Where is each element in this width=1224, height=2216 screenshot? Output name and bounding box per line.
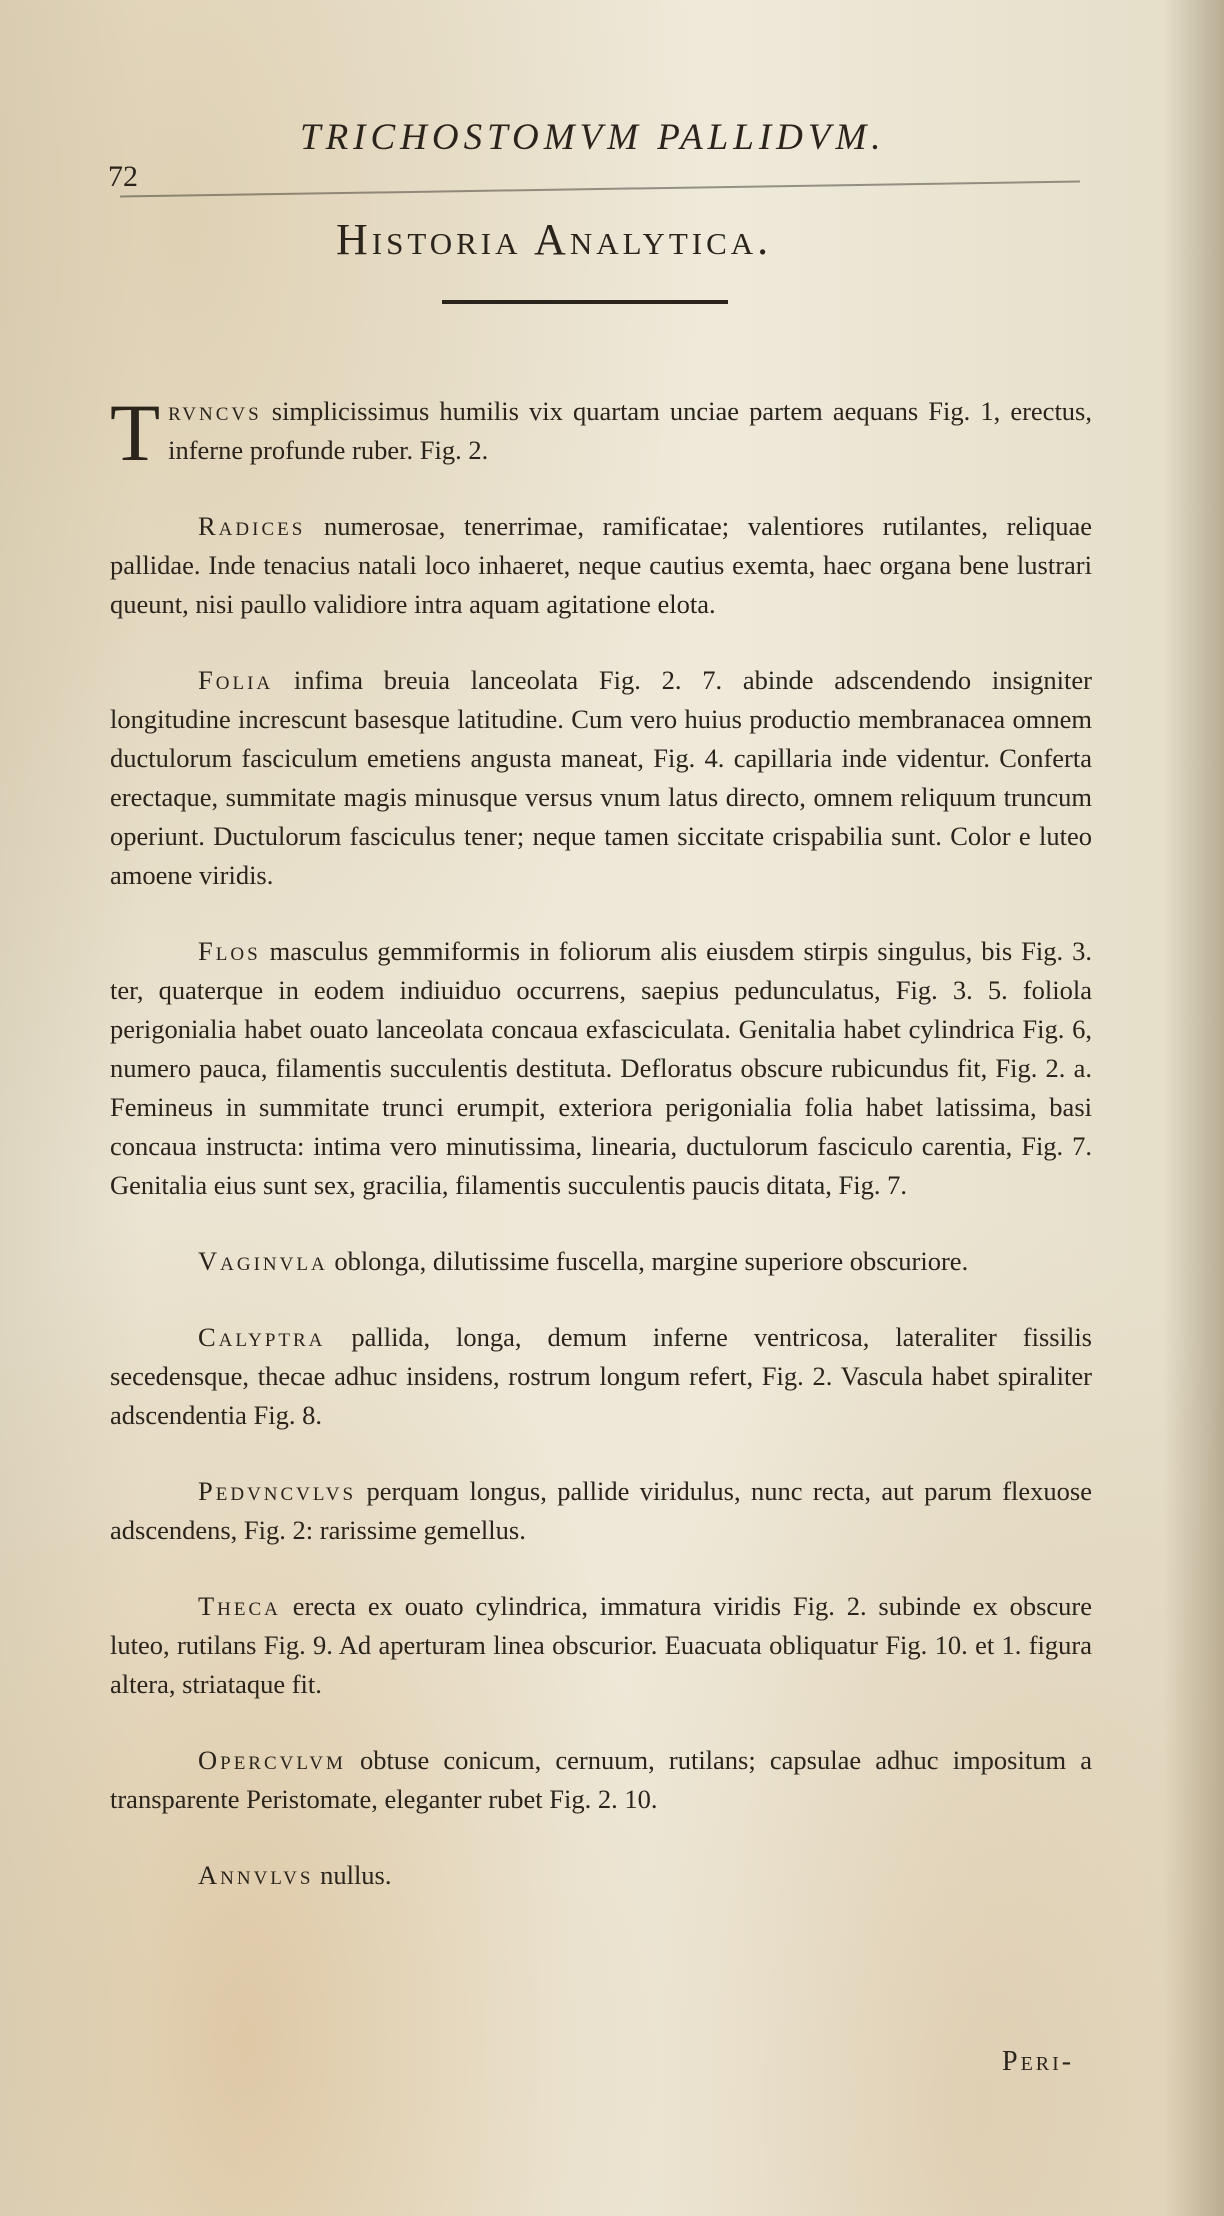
paragraph-text: obtuse conicum, cernuum, rutilans; capsulae adhuc impositum a transparente Peristomate, eleganter rubet Fig. 2. 10. (110, 1745, 1092, 1814)
paragraph-text: masculus gemmiformis in foliorum alis eiusdem stirpis singulus, bis Fig. 3. ter, quaterque in eodem indiuiduo occurrens, saepius pedunculatus, Fig. 3. 5. foliola perigonialia habet ouato lanceolata concaua exfasciculata. Genitalia habet cylindrica Fig. 6, numero pauca, filamentis succulentis destituta. Defloratus obscure rubicundus fit, Fig. 2. a. Femineus in summitate trunci erumpit, exteriora perigonialia folia habet latissima, basi concaua instructa: intima vero minutissima, linearia, ductulorum fasciculo carentia, Fig. 7. Genitalia eius sunt sex, gracilia, filamentis succulentis paucis ditata, Fig. 7. (110, 936, 1092, 1200)
paragraph-pedunculus (110, 1472, 1092, 1550)
title-rule (442, 300, 728, 304)
paragraph-flos (110, 932, 1092, 1205)
paragraph-lead: Calyptra (198, 1322, 326, 1352)
paragraph-text: perquam longus, pallide viridulus, nunc recta, aut parum flexuose adscendens, Fig. 2: rarissime gemellus. (110, 1476, 1092, 1545)
paragraph-calyptra (110, 1318, 1092, 1435)
paragraph-text: pallida, longa, demum inferne ventricosa, lateraliter fissilis secedensque, thecae adhuc insidens, rostrum longum refert, Fig. 2. Vascula habet spiraliter adscendentia Fig. 8. (110, 1322, 1092, 1430)
section-title: Historia Analytica. (336, 215, 773, 264)
header-rule (120, 180, 1080, 197)
paragraph-lead: Vaginvla (198, 1246, 328, 1276)
paragraph-text: oblonga, dilutissime fuscella, margine superiore obscuriore. (327, 1246, 969, 1276)
paragraph-truncus (110, 387, 1092, 478)
paragraph-theca (110, 1587, 1092, 1704)
paragraph-lead: Radices (198, 511, 306, 541)
paragraph-vaginula (110, 1242, 1092, 1281)
paragraph-text: numerosae, tenerrimae, ramificatae; valentiores rutilantes, reliquae pallidae. Inde tenacius natali loco inhaeret, neque cautius exemta, haec organa bene lustrari queunt, nisi paullo validiore intra aquam agitatione elota. (110, 511, 1092, 619)
paragraph-lead: Flos (198, 936, 261, 966)
paragraph-text: infima breuia lanceolata Fig. 2. 7. abinde adscendendo insigniter longitudine increscunt basesque latitudine. Cum vero huius productio membranacea omnem ductulorum fasciculum emetiens angusta maneat, Fig. 4. capillaria inde videntur. Conferta erectaque, summitate magis minusque versus vnum latus directo, omnem reliquum truncum operiunt. Ductulorum fasciculus tener; neque tamen siccitate crispabilia sunt. Color e luteo amoene viridis. (110, 665, 1092, 890)
body-text (110, 387, 1092, 1932)
paragraph-annulus (110, 1856, 1092, 1895)
paragraph-text: simplicissimus humilis vix quartam unciae partem aequans Fig. 1, erectus, inferne profunde ruber. Fig. 2. (168, 396, 1092, 465)
paragraph-lead: Folia (198, 665, 274, 695)
paragraph-lead: Pedvncvlvs (198, 1476, 357, 1506)
paragraph-operculum (110, 1741, 1092, 1819)
paragraph-text: erecta ex ouato cylindrica, immatura viridis Fig. 2. subinde ex obscure luteo, rutilans Fig. 9. Ad aperturam linea obscurior. Euacuata obliquatur Fig. 10. et 1. figura altera, striataque fit. (110, 1591, 1092, 1699)
paragraph-text: nullus. (313, 1860, 392, 1890)
paragraph-radices (110, 507, 1092, 624)
paragraph-lead: Theca (198, 1591, 281, 1621)
running-title: TRICHOSTOMVM PALLIDVM. (300, 117, 886, 158)
page-number: 72 (108, 160, 138, 193)
paragraph-lead: Annvlvs (198, 1860, 314, 1890)
paragraph-lead: rvncvs (168, 396, 262, 426)
drop-cap: T (110, 387, 161, 478)
paragraph-folia (110, 661, 1092, 895)
paragraph-lead: Opercvlvm (198, 1745, 346, 1775)
catchword: Peri- (1002, 2046, 1075, 2077)
